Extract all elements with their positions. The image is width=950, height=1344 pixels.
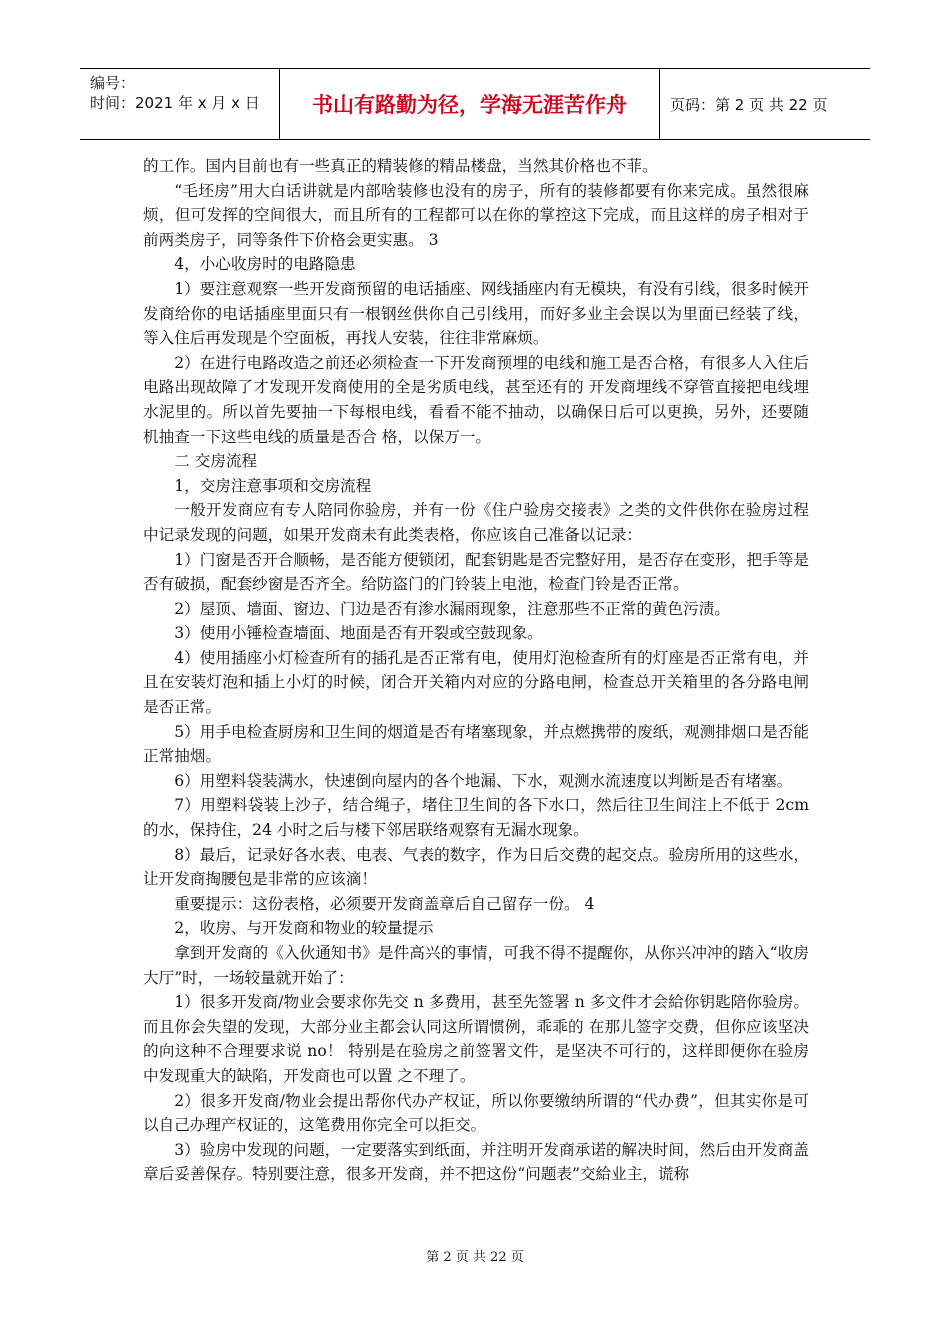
list-item: 6）用塑料袋装满水，快速倒向屋内的各个地漏、下水，观测水流速度以判断是否有堵塞。: [174, 771, 793, 790]
list-item: 8）最后，记录好各水表、电表、气表的数字，作为日后交费的起交点。验房所用的这些水，让开发商掏腰包是非常的应该滴！: [143, 845, 809, 889]
list-item: 4）使用插座小灯检查所有的插孔是否正常有电，使用灯泡检查所有的灯座是否正常有电，并且在安装灯泡和插上小灯的时候，闭合开关箱内对应的分路电闸，检查总开关箱里的各分路电闸是否正常。: [143, 648, 809, 717]
paragraph: “毛坯房”用大白话讲就是内部啥装修也没有的房子，所有的装修都要有你来完成。虽然很麻烦，但可发挥的空间很大，而且所有的工程都可以在你的掌控这下完成，而且这样的房子相对于前两类房子，同等条件下价格会更实惠。 3: [143, 181, 809, 249]
section-heading: 2，收房、与开发商和物业的较量提示: [174, 919, 434, 938]
document-body: [143, 154, 809, 1187]
list-item: 2）屋顶、墙面、窗边、门边是否有渗水漏雨现象，注意那些不正常的黄色污渍。: [174, 599, 730, 618]
section-heading: 二 交房流程: [174, 452, 258, 471]
paragraph: 重要提示：这份表格，必须要开发商盖章后自己留存一份。 4: [174, 894, 595, 913]
document-date-label: 时间：2021 年 x 月 x 日: [90, 94, 260, 112]
document-number-label: 编号：: [90, 74, 136, 92]
header-page-info: 页码：第 2 页 共 22 页: [670, 95, 828, 114]
list-item: 1）门窗是否开合顺畅，是否能方便锁闭，配套钥匙是否完整好用，是否存在变形，把手等是否有破损，配套纱窗是否齐全。给防盗门的门铃装上电池，检查门铃是否正常。: [143, 550, 809, 594]
list-item: 3）使用小锤检查墙面、地面是否有开裂或空鼓现象。: [174, 624, 543, 643]
header-meta: [80, 69, 280, 139]
section-heading: 1，交房注意事项和交房流程: [174, 476, 372, 495]
paragraph: 的工作。国内目前也有一些真正的精装修的精品楼盘，当然其价格也不菲。: [143, 157, 658, 175]
list-item: 2）很多开发商/物业会提出帮你代办产权证，所以你要缴纳所谓的“代办费”，但其实你是可以自己办理产权证的，这笔费用你完全可以拒交。: [143, 1091, 809, 1135]
header-motto: 书山有路勤为径，学海无涯苦作舟: [280, 69, 660, 139]
paragraph: 一般开发商应有专人陪同你验房，并有一份《住户验房交接表》之类的文件供你在验房过程中记录发现的问题，如果开发商未有此类表格，你应该自己准备以记录：: [143, 501, 809, 544]
page-footer: 第 2 页 共 22 页: [426, 1250, 524, 1265]
list-item: 3）验房中发现的问题，一定要落实到纸面，并注明开发商承诺的解决时间，然后由开发商盖章后妥善保存。特别要注意，很多开发商，并不把这份“问题表”交給业主，谎称: [143, 1140, 809, 1184]
paragraph: 拿到开发商的《入伙通知书》是件高兴的事情，可我不得不提醒你，从你兴冲冲的踏入“收房大厅”时，一场较量就开始了：: [143, 944, 809, 987]
paragraph: 1）要注意观察一些开发商预留的电话插座、网线插座内有无模块，有没有引线，很多时候开发商给你的电话插座里面只有一根钢丝供你自己引线用，而好多业主会误以为里面已经装了线，等入住后再发现是个空面板，再找人安装，往往非常麻烦。: [143, 279, 809, 348]
section-heading: 4，小心收房时的电路隐患: [174, 255, 356, 274]
page-header: [80, 68, 870, 140]
paragraph: 2）在进行电路改造之前还必须检查一下开发商预埋的电线和施工是否合格，有很多人入住后电路出现故障了才发现开发商使用的全是劣质电线，甚至还有的 开发商埋线不穿管直接把电线埋水泥里的。所以首先要抽一下每根电线，看看不能不抽动，以确保日后可以更换，另外，还要随机抽查一下这些电线的质量是否合 格，以保万一。: [143, 353, 809, 446]
list-item: 1）很多开发商/物业会要求你先交 n 多费用，甚至先签署 n 多文件才会給你钥匙陪你验房。而且你会失望的发现，大部分业主都会认同这所谓惯例，乖乖的 在那儿签字交费，但你应该坚决的向这种不合理要求说 no！ 特别是在验房之前签署文件，是坚决不可行的，这样即便你在验房中发现重大的缺陷，开发商也可以置 之不理了。: [143, 993, 809, 1085]
list-item: 5）用手电检查厨房和卫生间的烟道是否有堵塞现象，并点燃携带的废纸，观测排烟口是否能正常抽烟。: [143, 722, 809, 766]
list-item: 7）用塑料袋装上沙子，结合绳子，堵住卫生间的各下水口，然后往卫生间注上不低于 2cm 的水，保持住，24 小时之后与楼下邻居联络观察有无漏水现象。: [143, 796, 809, 840]
